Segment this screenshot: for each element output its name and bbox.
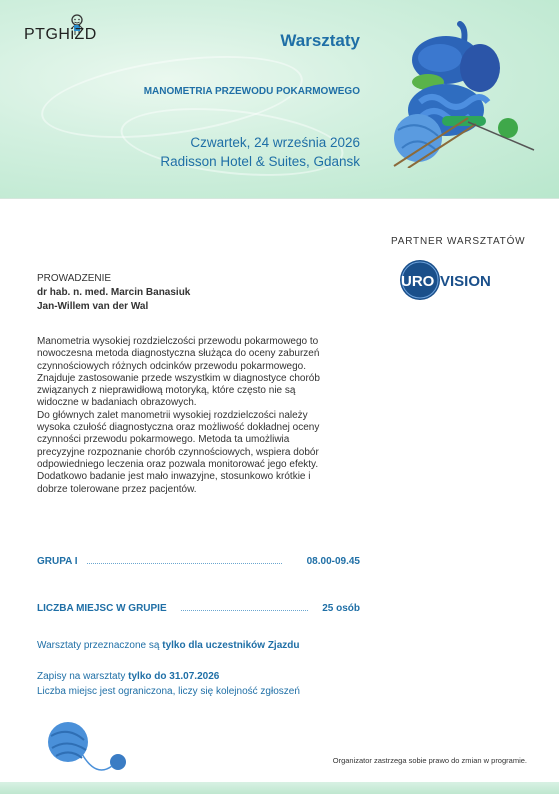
- group-time: 08.00-09.45: [306, 556, 360, 567]
- event-date-venue: [160, 133, 360, 171]
- footer-band: [0, 782, 559, 794]
- seats-label: LICZBA MIEJSC W GRUPIE: [37, 603, 167, 614]
- knitted-organs-illustration: [388, 18, 538, 168]
- registration-text: Zapisy na warsztaty: [37, 671, 129, 682]
- leaders-label: PROWADZENIE: [37, 273, 112, 284]
- registration-deadline-date: tylko do 31.07.2026: [128, 671, 220, 682]
- limited-seats-note: Liczba miejsc jest ograniczona, liczy się kolejność zgłoszeń: [37, 686, 300, 697]
- yarn-ball-icon: [46, 718, 136, 780]
- description-paragraph: Manometria wysokiej rozdzielczości przewodu pokarmowego to nowoczesna metoda diagnostyczna służąca do oceny zaburzeń czynnościowych różnych odcinków przewodu pokarmowego. Znajduje zastosowanie przede wszystkim w diagnostyce chorób związanych z nieprawidłową motoryką, które często nie są widoczne w badaniach obrazowych.: [37, 336, 320, 409]
- group-row: [37, 556, 360, 570]
- urovision-logo-uro: URO: [401, 273, 435, 290]
- dotted-leader: [181, 610, 308, 611]
- dotted-leader: [87, 563, 282, 564]
- registration-note: [37, 669, 300, 699]
- disclaimer-note: Organizator zastrzega sobie prawo do zmian w programie.: [332, 756, 527, 765]
- description-paragraph: Do głównych zalet manometrii wysokiej rozdzielczości należy wysoka czułość diagnostyczna oraz możliwość dokładnej oceny czynności przewodu pokarmowego. Metoda ta umożliwia precyzyjne rozpoznanie chorób czynnościowych, wspiera dobór odpowiedniego leczenia oraz pozwala monitorować jego efekty. Dodatkowo badanie jest mało inwazyjne, stosunkowo krótkie i dobrze tolerowane przez pacjentów.: [37, 409, 320, 495]
- urovision-logo-vision: VISION: [440, 273, 491, 290]
- partner-label: PARTNER WARSZTATÓW: [391, 236, 526, 247]
- leader-name: dr hab. n. med. Marcin Banasiuk: [37, 287, 191, 298]
- event-date: Czwartek, 24 września 2026: [190, 135, 360, 150]
- workshop-subtitle: MANOMETRIA PRZEWODU POKARMOWEGO: [143, 86, 360, 97]
- workshop-description: [37, 336, 337, 496]
- participants-note: [37, 640, 299, 651]
- organizer-logo: PTGHiŻD: [24, 26, 97, 43]
- seats-value: 25 osób: [322, 603, 360, 614]
- leader-name: Jan-Willem van der Wal: [37, 301, 149, 312]
- participants-note-emphasis: tylko dla uczestników Zjazdu: [162, 640, 300, 651]
- urovision-logo: [396, 260, 520, 300]
- page-title: Warsztaty: [280, 31, 360, 50]
- event-venue: Radisson Hotel & Suites, Gdansk: [160, 154, 360, 169]
- participants-note-text: Warsztaty przeznaczone są: [37, 640, 163, 651]
- group-label: GRUPA I: [37, 556, 78, 567]
- seats-row: [37, 603, 360, 617]
- registration-deadline: [37, 669, 300, 684]
